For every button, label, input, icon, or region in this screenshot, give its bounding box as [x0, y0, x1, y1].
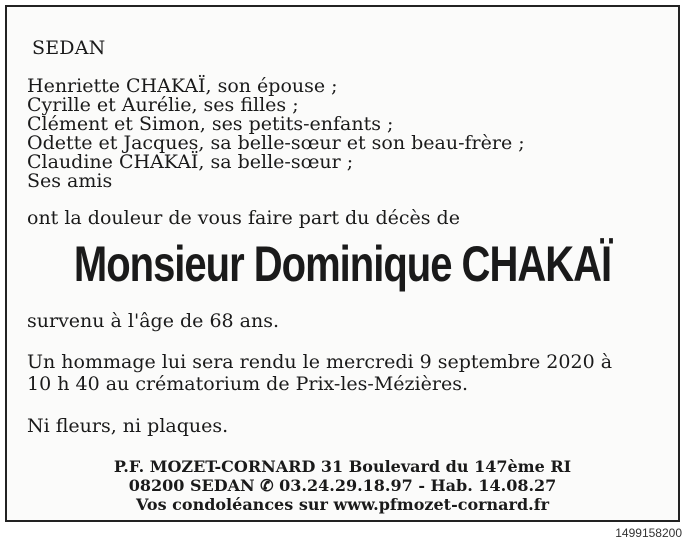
family-line: Ses amis — [27, 170, 113, 192]
funeral-home-website: Vos condoléances sur www.pfmozet-cornard.fr — [135, 495, 550, 514]
funeral-home-info — [7, 457, 678, 514]
family-list — [27, 77, 525, 191]
obituary-notice — [5, 5, 680, 522]
family-line: Clément et Simon, ses petits-enfants ; — [27, 113, 394, 135]
flowers-note: Ni fleurs, ni plaques. — [27, 415, 229, 437]
intro-text: ont la douleur de vous faire part du décès de — [27, 207, 460, 229]
reference-number: 1499158200 — [615, 526, 682, 540]
tribute-info — [27, 351, 612, 395]
deceased-name: Monsieur Dominique CHAKAÏ — [73, 237, 612, 292]
funeral-home-contact: 08200 SEDAN ✆ 03.24.29.18.97 - Hab. 14.08.27 — [128, 476, 557, 495]
tribute-line: 10 h 40 au crématorium de Prix-les-Mézières. — [27, 373, 468, 395]
family-line: Odette et Jacques, sa belle-sœur et son beau-frère ; — [27, 132, 525, 154]
family-line: Henriette CHAKAÏ, son épouse ; — [27, 75, 338, 97]
family-line: Cyrille et Aurélie, ses filles ; — [27, 94, 299, 116]
tribute-line: Un hommage lui sera rendu le mercredi 9 septembre 2020 à — [27, 351, 613, 373]
family-line: Claudine CHAKAÏ, sa belle-sœur ; — [27, 151, 354, 173]
funeral-home-address: P.F. MOZET-CORNARD 31 Boulevard du 147ème RI — [113, 457, 572, 476]
town-heading: SEDAN — [32, 37, 106, 59]
age-line: survenu à l'âge de 68 ans. — [27, 310, 280, 332]
